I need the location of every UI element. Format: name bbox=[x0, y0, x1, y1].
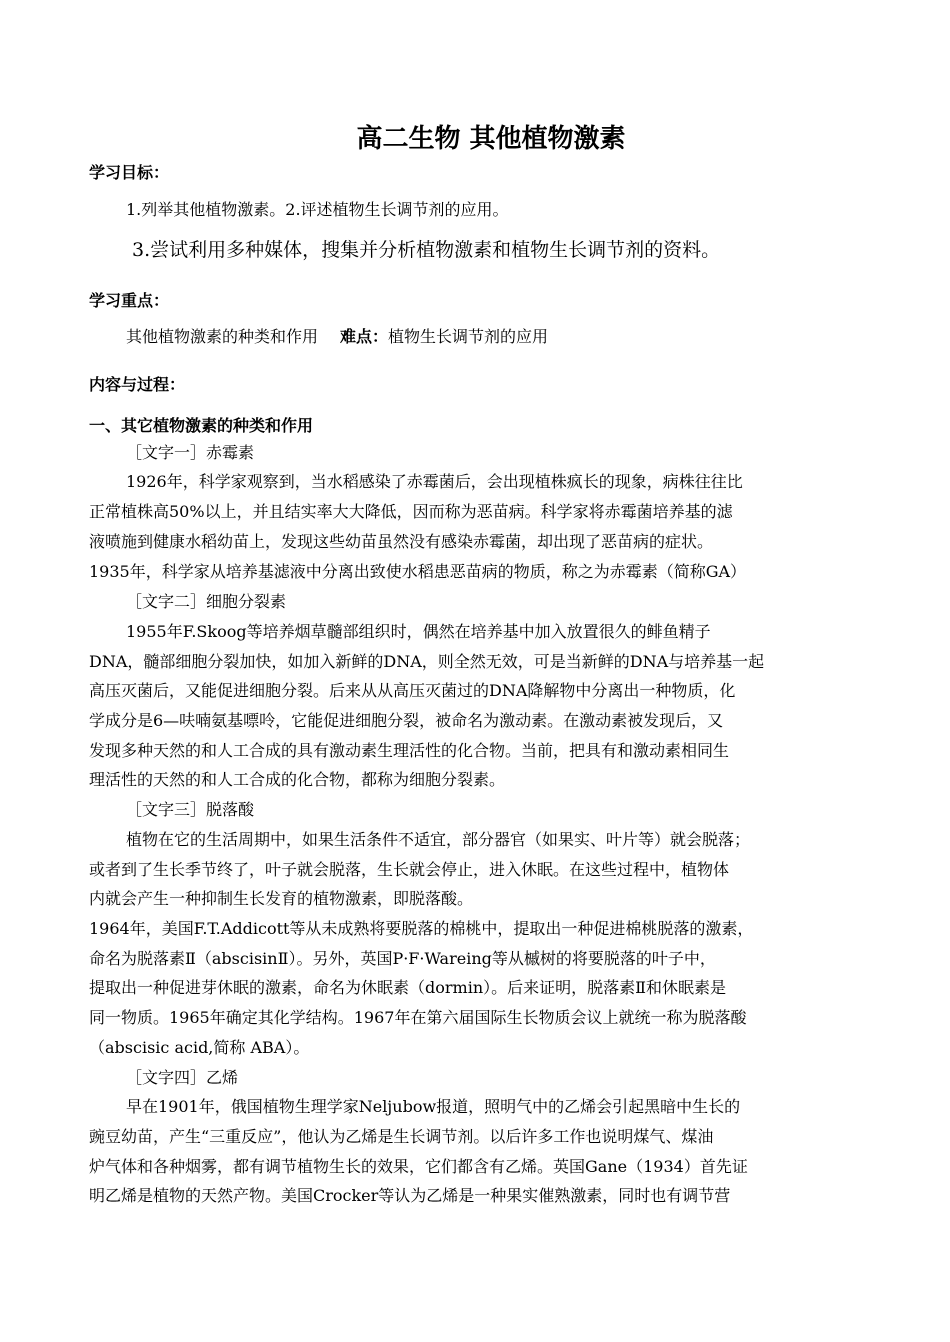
cytokinin-line: 发现多种天然的和人工合成的具有激动素生理活性的化合物。当前，把具有和激动素相同生 bbox=[89, 741, 730, 760]
ethylene-line: 早在1901年，俄国植物生理学家Neljubow报道，照明气中的乙烯会引起黑暗中生长的 bbox=[126, 1097, 741, 1116]
abscisic-line: 同一物质。1965年确定其化学结构。1967年在第六届国际生长物质会议上就统一称为脱落酸 bbox=[89, 1008, 747, 1027]
objectives-heading: 学习目标： bbox=[89, 163, 170, 182]
cytokinin-line: DNA，髓部细胞分裂加快，如加入新鲜的DNA，则全然无效，可是当新鲜的DNA与培养基一起 bbox=[89, 652, 765, 671]
ethylene-label: ［文字四］乙烯 bbox=[126, 1068, 239, 1087]
page-title: 高二生物 其他植物激素 bbox=[356, 124, 626, 154]
ethylene-line: 明乙烯是植物的天然产物。美国Crocker等认为乙烯是一种果实催熟激素，同时也有调节营 bbox=[89, 1186, 731, 1205]
section1-heading: 一、其它植物激素的种类和作用 bbox=[89, 416, 314, 435]
abscisic-line: 提取出一种促进芽休眠的激素，命名为休眠素（dormin）。后来证明，脱落素Ⅱ和休眠素是 bbox=[89, 978, 726, 997]
cytokinin-line: 学成分是6—呋喃氨基嘌呤，它能促进细胞分裂，被命名为激动素。在激动素被发现后，又 bbox=[89, 711, 724, 730]
cytokinin-line: 理活性的天然的和人工合成的化合物，都称为细胞分裂素。 bbox=[89, 770, 506, 789]
abscisic-label: ［文字三］脱落酸 bbox=[126, 800, 255, 819]
focus-line bbox=[126, 327, 548, 347]
difficulty-label: 难点： bbox=[340, 327, 389, 346]
focus-heading: 学习重点： bbox=[89, 291, 170, 310]
abscisic-line: （abscisic acid,简称 ABA）。 bbox=[89, 1038, 310, 1057]
gibberellin-line: 1926年，科学家观察到，当水稻感染了赤霉菌后，会出现植株疯长的现象，病株往往比 bbox=[126, 472, 743, 491]
cytokinin-label: ［文字二］细胞分裂素 bbox=[126, 592, 287, 611]
cytokinin-line: 1955年F.Skoog等培养烟草髓部组织时，偶然在培养基中加入放置很久的鲱鱼精子 bbox=[126, 622, 711, 641]
gibberellin-line: 1935年，科学家从培养基滤液中分离出致使水稻患恶苗病的物质，称之为赤霉素（简称GA） bbox=[89, 562, 747, 581]
gibberellin-line: 液喷施到健康水稻幼苗上，发现这些幼苗虽然没有感染赤霉菌，却出现了恶苗病的症状。 bbox=[89, 532, 714, 551]
abscisic-line: 植物在它的生活周期中，如果生活条件不适宜，部分器官（如果实、叶片等）就会脱落； bbox=[126, 830, 751, 849]
focus-text: 其他植物激素的种类和作用 bbox=[126, 327, 319, 346]
objective-line-2: 3.尝试利用多种媒体，搜集并分析植物激素和植物生长调节剂的资料。 bbox=[132, 239, 721, 261]
objective-line-1: 1.列举其他植物激素。2.评述植物生长调节剂的应用。 bbox=[126, 200, 509, 219]
gibberellin-line: 正常植株高50%以上，并且结实率大大降低，因而称为恶苗病。科学家将赤霉菌培养基的滤 bbox=[89, 502, 733, 521]
abscisic-line: 或者到了生长季节终了，叶子就会脱落，生长就会停止，进入休眠。在这些过程中，植物体 bbox=[89, 860, 730, 879]
cytokinin-line: 高压灭菌后，又能促进细胞分裂。后来从从高压灭菌过的DNA降解物中分离出一种物质，化 bbox=[89, 681, 736, 700]
abscisic-line: 内就会产生一种抑制生长发育的植物激素，即脱落酸。 bbox=[89, 889, 474, 908]
gibberellin-label: ［文字一］赤霉素 bbox=[126, 443, 255, 462]
abscisic-line: 1964年，美国F.T.Addicott等从未成熟将要脱落的棉桃中，提取出一种促进棉桃脱落的激素， bbox=[89, 919, 754, 938]
abscisic-line: 命名为脱落素Ⅱ（abscisinⅡ）。另外，英国P·F·Wareing等从槭树的将要脱落的叶子中， bbox=[89, 949, 716, 968]
difficulty-text: 植物生长调节剂的应用 bbox=[388, 327, 549, 346]
process-heading: 内容与过程： bbox=[89, 375, 186, 394]
ethylene-line: 炉气体和各种烟雾，都有调节植物生长的效果，它们都含有乙烯。英国Gane（1934）首先证 bbox=[89, 1157, 748, 1176]
ethylene-line: 豌豆幼苗，产生“三重反应”，他认为乙烯是生长调节剂。以后许多工作也说明煤气、煤油 bbox=[89, 1127, 714, 1146]
